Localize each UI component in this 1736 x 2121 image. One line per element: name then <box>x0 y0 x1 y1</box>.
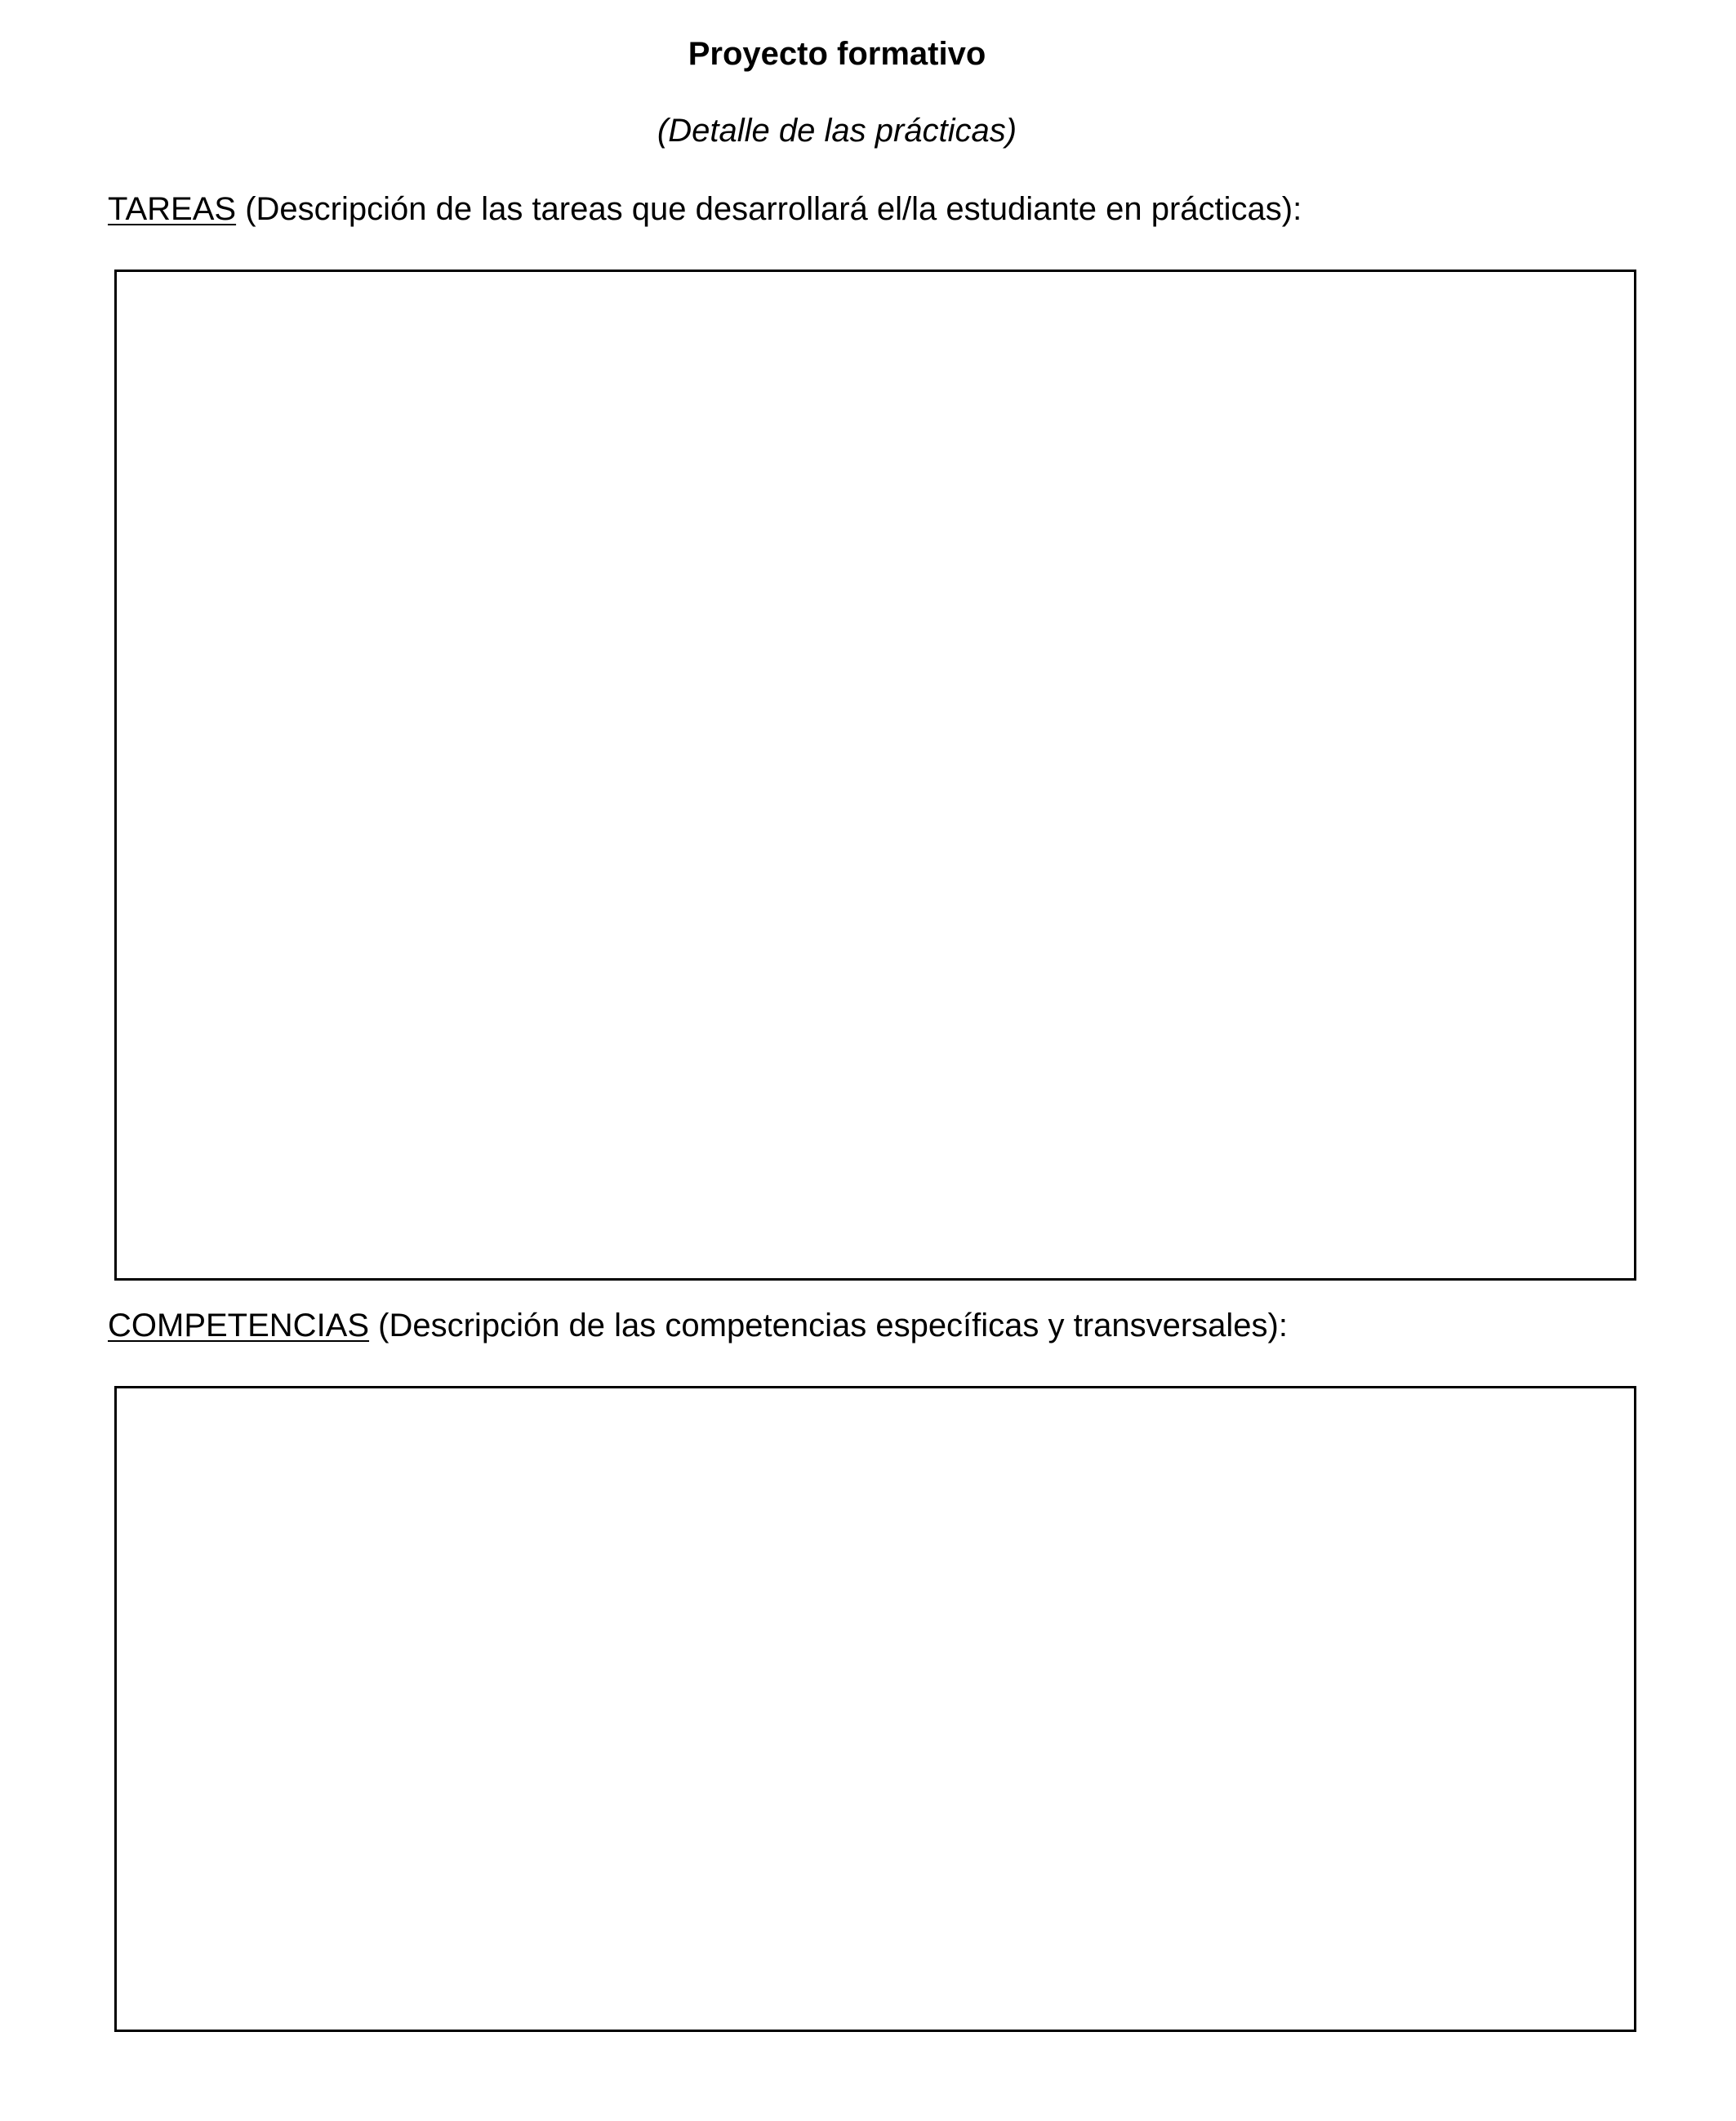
document-subtitle: (Detalle de las prácticas) <box>657 113 1017 149</box>
tasks-answer-box[interactable] <box>114 270 1636 1281</box>
tasks-section-label <box>108 186 1302 232</box>
competencies-section-label <box>108 1303 1288 1348</box>
competencies-answer-box[interactable] <box>114 1386 1636 2032</box>
competencies-heading: COMPETENCIAS <box>108 1308 370 1343</box>
tasks-heading: TAREAS <box>108 191 237 227</box>
competencies-description: (Descripción de las competencias específicas y transversales): <box>369 1308 1288 1343</box>
document-title: Proyecto formativo <box>688 36 986 72</box>
tasks-description: (Descripción de las tareas que desarrollará el/la estudiante en prácticas): <box>236 191 1302 227</box>
